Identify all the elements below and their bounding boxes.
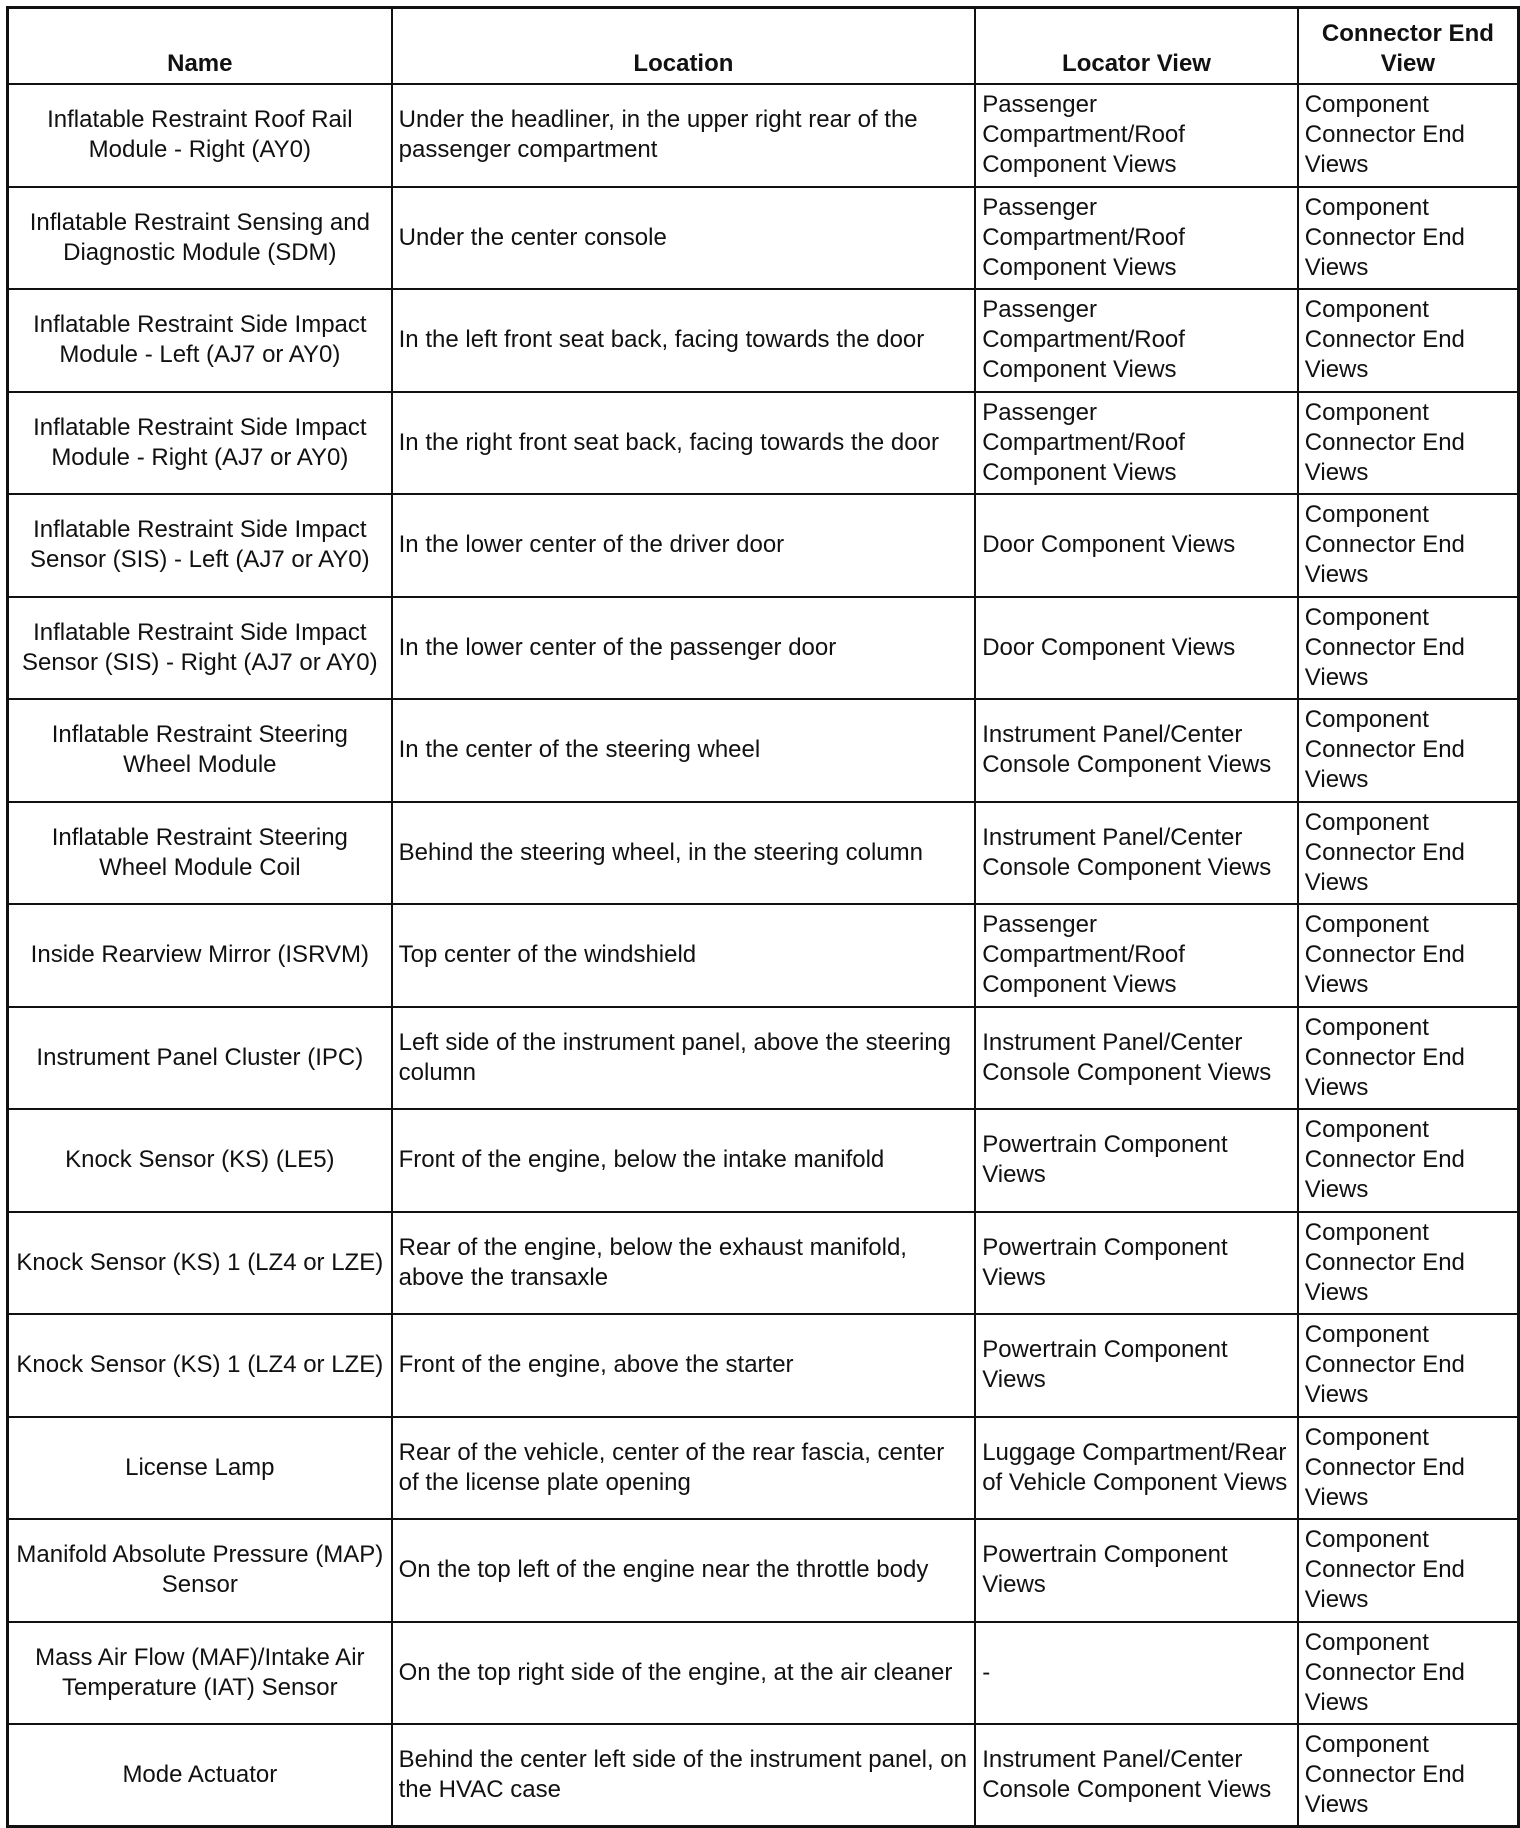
cell-name: Inflatable Restraint Side Impact Module - Left (AJ7 or AY0) <box>8 289 392 392</box>
cell-name: Manifold Absolute Pressure (MAP) Sensor <box>8 1519 392 1622</box>
header-locator-view: Locator View <box>975 8 1298 85</box>
cell-connector-end-view: Component Connector End Views <box>1298 699 1519 802</box>
cell-name: Instrument Panel Cluster (IPC) <box>8 1007 392 1110</box>
table-row <box>8 699 1519 802</box>
cell-name: Inflatable Restraint Side Impact Module - Right (AJ7 or AY0) <box>8 392 392 495</box>
cell-location: Rear of the vehicle, center of the rear fascia, center of the license plate opening <box>392 1417 976 1520</box>
table-row <box>8 904 1519 1007</box>
cell-locator-view: Door Component Views <box>975 597 1298 700</box>
cell-location: On the top left of the engine near the throttle body <box>392 1519 976 1622</box>
table-row <box>8 1417 1519 1520</box>
cell-name: Mode Actuator <box>8 1724 392 1827</box>
cell-connector-end-view: Component Connector End Views <box>1298 1519 1519 1622</box>
cell-location: In the left front seat back, facing towards the door <box>392 289 976 392</box>
cell-locator-view: Powertrain Component Views <box>975 1212 1298 1315</box>
cell-location: Under the center console <box>392 187 976 290</box>
table-row <box>8 494 1519 597</box>
cell-location: In the right front seat back, facing towards the door <box>392 392 976 495</box>
cell-name: Inflatable Restraint Sensing and Diagnostic Module (SDM) <box>8 187 392 290</box>
cell-locator-view: Instrument Panel/Center Console Component Views <box>975 802 1298 905</box>
table-row <box>8 187 1519 290</box>
cell-name: Inflatable Restraint Side Impact Sensor (SIS) - Right (AJ7 or AY0) <box>8 597 392 700</box>
header-connector-end-view: Connector End View <box>1298 8 1519 85</box>
cell-connector-end-view: Component Connector End Views <box>1298 187 1519 290</box>
cell-name: Knock Sensor (KS) 1 (LZ4 or LZE) <box>8 1314 392 1417</box>
cell-connector-end-view: Component Connector End Views <box>1298 597 1519 700</box>
cell-location: Top center of the windshield <box>392 904 976 1007</box>
cell-locator-view: Instrument Panel/Center Console Component Views <box>975 699 1298 802</box>
cell-locator-view: Instrument Panel/Center Console Component Views <box>975 1724 1298 1827</box>
cell-locator-view: Powertrain Component Views <box>975 1109 1298 1212</box>
header-row <box>8 8 1519 85</box>
table-row <box>8 1212 1519 1315</box>
cell-locator-view: Passenger Compartment/Roof Component Views <box>975 289 1298 392</box>
cell-name: Inflatable Restraint Steering Wheel Module <box>8 699 392 802</box>
cell-connector-end-view: Component Connector End Views <box>1298 1314 1519 1417</box>
cell-connector-end-view: Component Connector End Views <box>1298 1622 1519 1725</box>
table-row <box>8 1007 1519 1110</box>
cell-locator-view: Powertrain Component Views <box>975 1314 1298 1417</box>
cell-connector-end-view: Component Connector End Views <box>1298 1724 1519 1827</box>
cell-locator-view: Passenger Compartment/Roof Component Views <box>975 392 1298 495</box>
cell-connector-end-view: Component Connector End Views <box>1298 1109 1519 1212</box>
cell-location: Front of the engine, below the intake manifold <box>392 1109 976 1212</box>
cell-name: License Lamp <box>8 1417 392 1520</box>
cell-connector-end-view: Component Connector End Views <box>1298 1417 1519 1520</box>
table-row <box>8 289 1519 392</box>
cell-location: In the lower center of the driver door <box>392 494 976 597</box>
table-row <box>8 597 1519 700</box>
cell-connector-end-view: Component Connector End Views <box>1298 392 1519 495</box>
cell-locator-view: Passenger Compartment/Roof Component Views <box>975 84 1298 187</box>
cell-location: Front of the engine, above the starter <box>392 1314 976 1417</box>
table-row <box>8 1109 1519 1212</box>
cell-locator-view: Luggage Compartment/Rear of Vehicle Component Views <box>975 1417 1298 1520</box>
cell-connector-end-view: Component Connector End Views <box>1298 802 1519 905</box>
cell-location: Rear of the engine, below the exhaust manifold, above the transaxle <box>392 1212 976 1315</box>
cell-location: Under the headliner, in the upper right rear of the passenger compartment <box>392 84 976 187</box>
cell-connector-end-view: Component Connector End Views <box>1298 494 1519 597</box>
header-name: Name <box>8 8 392 85</box>
table-row <box>8 802 1519 905</box>
cell-connector-end-view: Component Connector End Views <box>1298 1007 1519 1110</box>
table-row <box>8 1519 1519 1622</box>
table-row <box>8 84 1519 187</box>
table-row <box>8 1314 1519 1417</box>
table-row <box>8 1622 1519 1725</box>
header-location: Location <box>392 8 976 85</box>
cell-connector-end-view: Component Connector End Views <box>1298 289 1519 392</box>
component-locator-table-wrapper <box>6 6 1520 1828</box>
cell-connector-end-view: Component Connector End Views <box>1298 1212 1519 1315</box>
cell-locator-view: - <box>975 1622 1298 1725</box>
table-row <box>8 392 1519 495</box>
cell-locator-view: Instrument Panel/Center Console Component Views <box>975 1007 1298 1110</box>
cell-location: Left side of the instrument panel, above the steering column <box>392 1007 976 1110</box>
cell-name: Inflatable Restraint Roof Rail Module - Right (AY0) <box>8 84 392 187</box>
table-row <box>8 1724 1519 1827</box>
cell-location: In the center of the steering wheel <box>392 699 976 802</box>
cell-connector-end-view: Component Connector End Views <box>1298 84 1519 187</box>
cell-location: On the top right side of the engine, at the air cleaner <box>392 1622 976 1725</box>
cell-locator-view: Passenger Compartment/Roof Component Views <box>975 187 1298 290</box>
cell-location: In the lower center of the passenger door <box>392 597 976 700</box>
cell-locator-view: Door Component Views <box>975 494 1298 597</box>
cell-name: Mass Air Flow (MAF)/Intake Air Temperature (IAT) Sensor <box>8 1622 392 1725</box>
cell-name: Knock Sensor (KS) (LE5) <box>8 1109 392 1212</box>
cell-locator-view: Passenger Compartment/Roof Component Views <box>975 904 1298 1007</box>
cell-name: Inflatable Restraint Side Impact Sensor (SIS) - Left (AJ7 or AY0) <box>8 494 392 597</box>
cell-name: Inflatable Restraint Steering Wheel Module Coil <box>8 802 392 905</box>
cell-connector-end-view: Component Connector End Views <box>1298 904 1519 1007</box>
cell-name: Inside Rearview Mirror (ISRVM) <box>8 904 392 1007</box>
component-locator-table <box>6 6 1520 1828</box>
cell-name: Knock Sensor (KS) 1 (LZ4 or LZE) <box>8 1212 392 1315</box>
cell-location: Behind the center left side of the instrument panel, on the HVAC case <box>392 1724 976 1827</box>
cell-locator-view: Powertrain Component Views <box>975 1519 1298 1622</box>
cell-location: Behind the steering wheel, in the steering column <box>392 802 976 905</box>
